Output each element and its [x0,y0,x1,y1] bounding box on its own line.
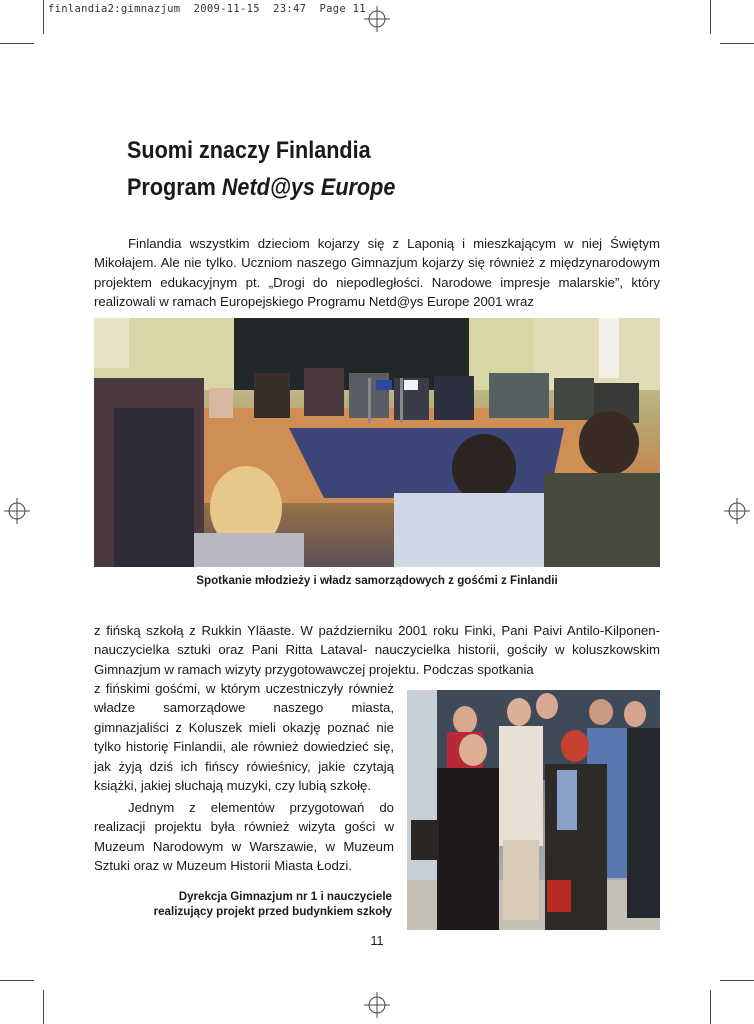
title-line-2 [127,169,395,206]
crop-mark [0,43,34,44]
group-photo-caption [94,890,392,919]
crop-mark [710,0,711,34]
title-line-1: Suomi znaczy Finlandia [127,137,371,164]
crop-mark [43,990,44,1024]
group-caption-line-2: realizujący projekt przed budynkiem szkoły [153,904,392,918]
guests-paragraph: z fińskimi gośćmi, w którym uczestniczyły również władze samorządowe naszego miasta, gimnazjaliści z Koluszek mieli okazję poznać nie tylko historię Finlandii, ale również dowiedzieć się, jak żyją dziś ich fińscy rówieśnicy, jakie czytają książki, jakiej słuchają muzyki, czy lubią szkołę. [94,681,394,794]
page-title [127,132,395,206]
group-caption-line-1: Dyrekcja Gimnazjum nr 1 i nauczyciele [178,890,392,903]
meeting-photo [94,318,660,567]
registration-mark-icon [4,498,30,524]
crop-mark [710,990,711,1024]
registration-mark-icon [724,498,750,524]
registration-mark-icon [364,992,390,1018]
title-line-2-prefix: Program [127,174,222,201]
registration-mark-icon [364,6,390,32]
crop-mark [43,0,44,34]
title-line-2-italic: Netd@ys Europe [221,174,396,201]
intro-paragraph: Finlandia wszystkim dzieciom kojarzy się z Laponią i mieszkającym w niej Świętym Mikołajem. Ale nie tylko. Uczniom naszego Gimnazjum kojarzy się również z międzynarodowym projektem edukacyjnym pt. „Drogi do niepodległości. Narodowe impresje malarskie”, który realizowali w ramach Europejskiego Programu Netd@ys Europe 2001 wraz [94,236,660,310]
continuation-paragraph: z fińską szkołą z Rukkin Yläaste. W październiku 2001 roku Finki, Pani Paivi Antilo-Kilponen- nauczycielka sztuki oraz Pani Ritta Lataval- nauczycielka historii, gościły w koluszkowskim Gimnazjum w ramach wizyty przygotowawczej projektu. Podczas spotkania [94,623,660,677]
print-slug: finlandia2:gimnazjum 2009-11-15 23:47 Page 11 [48,3,366,15]
meeting-photo-caption: Spotkanie młodzieży i władz samorządowych z gośćmi z Finlandii [196,574,558,587]
group-photo [407,690,660,930]
crop-mark [720,43,754,44]
crop-mark [720,980,754,981]
page-number: 11 [370,934,384,948]
museum-paragraph: Jednym z elementów przygotowań do realizacji projektu była również wizyta gości w Muzeum Narodowym w Warszawie, w Muzeum Sztuki oraz w Muzeum Historii Miasta Łodzi. [94,800,394,874]
crop-mark [0,980,34,981]
